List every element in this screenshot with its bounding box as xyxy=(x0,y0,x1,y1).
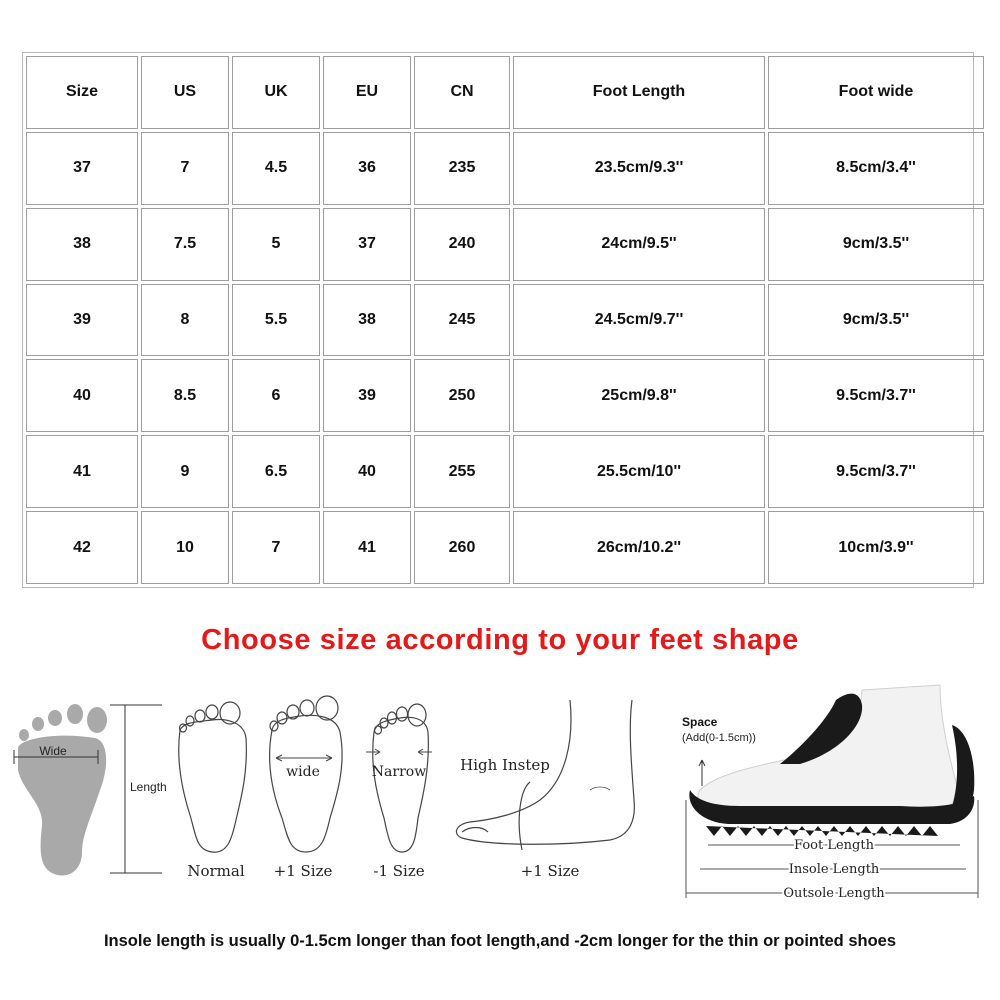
gray-foot-icon xyxy=(18,704,107,875)
table-row xyxy=(26,284,984,357)
table-cell: 240 xyxy=(414,208,510,281)
insole-length-footnote: Insole length is usually 0-1.5cm longer than foot length,and -2cm longer for the thin or pointed shoes xyxy=(103,932,897,950)
table-row xyxy=(26,208,984,281)
space-add-label: (Add(0-1.5cm)) xyxy=(682,732,756,744)
table-cell: 255 xyxy=(414,435,510,508)
table-cell: 4.5 xyxy=(232,132,320,205)
table-cell: 42 xyxy=(26,511,138,584)
table-cell: 39 xyxy=(323,359,411,432)
table-cell: 37 xyxy=(323,208,411,281)
table-cell: 7 xyxy=(141,132,229,205)
space-label: Space xyxy=(682,715,718,729)
column-header: CN xyxy=(414,56,510,129)
wide-label: Wide xyxy=(39,744,67,758)
table-cell: 260 xyxy=(414,511,510,584)
table-cell: 9 xyxy=(141,435,229,508)
table-cell: 38 xyxy=(323,284,411,357)
table-cell: 235 xyxy=(414,132,510,205)
narrow-foot-label: Narrow xyxy=(371,764,427,780)
feet-shape-heading: Choose size according to your feet shape xyxy=(201,624,799,656)
table-cell: 10 xyxy=(141,511,229,584)
shoe-cross-section-diagram xyxy=(682,685,978,901)
foot-type-wide xyxy=(270,696,342,880)
table-cell: 9cm/3.5'' xyxy=(768,208,984,281)
insole-length-label: Insole Length xyxy=(788,862,880,877)
normal-caption: Normal xyxy=(187,862,245,880)
table-cell: 5 xyxy=(232,208,320,281)
column-header: UK xyxy=(232,56,320,129)
table-cell: 39 xyxy=(26,284,138,357)
table-cell: 37 xyxy=(26,132,138,205)
table-cell: 10cm/3.9'' xyxy=(768,511,984,584)
table-cell: 25.5cm/10'' xyxy=(513,435,765,508)
table-header-row xyxy=(26,56,984,129)
table-cell: 36 xyxy=(323,132,411,205)
foot-type-high-instep xyxy=(456,700,634,880)
table-cell: 40 xyxy=(26,359,138,432)
table-cell: 6 xyxy=(232,359,320,432)
table-row xyxy=(26,511,984,584)
table-cell: 245 xyxy=(414,284,510,357)
foot-type-normal xyxy=(179,702,247,880)
foot-measurement-diagram xyxy=(14,704,167,875)
table-row xyxy=(26,359,984,432)
table-cell: 6.5 xyxy=(232,435,320,508)
column-header: Foot wide xyxy=(768,56,984,129)
foot-shape-illustration xyxy=(0,680,1000,910)
table-cell: 38 xyxy=(26,208,138,281)
narrow-caption: -1 Size xyxy=(373,862,425,880)
table-cell: 9.5cm/3.7'' xyxy=(768,435,984,508)
table-cell: 41 xyxy=(323,511,411,584)
table-cell: 26cm/10.2'' xyxy=(513,511,765,584)
table-cell: 41 xyxy=(26,435,138,508)
column-header: Foot Length xyxy=(513,56,765,129)
table-cell: 24.5cm/9.7'' xyxy=(513,284,765,357)
high-instep-caption: +1 Size xyxy=(520,862,580,880)
table-cell: 7.5 xyxy=(141,208,229,281)
table-cell: 7 xyxy=(232,511,320,584)
table-cell: 25cm/9.8'' xyxy=(513,359,765,432)
table-cell: 250 xyxy=(414,359,510,432)
table-cell: 9.5cm/3.7'' xyxy=(768,359,984,432)
table-cell: 9cm/3.5'' xyxy=(768,284,984,357)
wide-foot-label: wide xyxy=(286,764,320,780)
normal-foot-icon xyxy=(179,702,247,852)
table-row xyxy=(26,132,984,205)
table-row xyxy=(26,435,984,508)
table-cell: 8 xyxy=(141,284,229,357)
high-instep-label: High Instep xyxy=(460,756,550,774)
column-header: US xyxy=(141,56,229,129)
high-instep-foot-icon xyxy=(456,700,634,850)
size-chart-table xyxy=(22,52,974,588)
foot-type-narrow xyxy=(366,704,432,880)
column-header: EU xyxy=(323,56,411,129)
outsole-length-label: Outsole Length xyxy=(783,886,885,901)
table-cell: 5.5 xyxy=(232,284,320,357)
shoe-icon xyxy=(689,685,974,836)
table-cell: 8.5 xyxy=(141,359,229,432)
table-cell: 8.5cm/3.4'' xyxy=(768,132,984,205)
table-cell: 24cm/9.5'' xyxy=(513,208,765,281)
table-cell: 40 xyxy=(323,435,411,508)
foot-length-label: Foot Length xyxy=(794,838,874,853)
table-cell: 23.5cm/9.3'' xyxy=(513,132,765,205)
length-label: Length xyxy=(130,780,167,794)
column-header: Size xyxy=(26,56,138,129)
wide-caption: +1 Size xyxy=(273,862,333,880)
